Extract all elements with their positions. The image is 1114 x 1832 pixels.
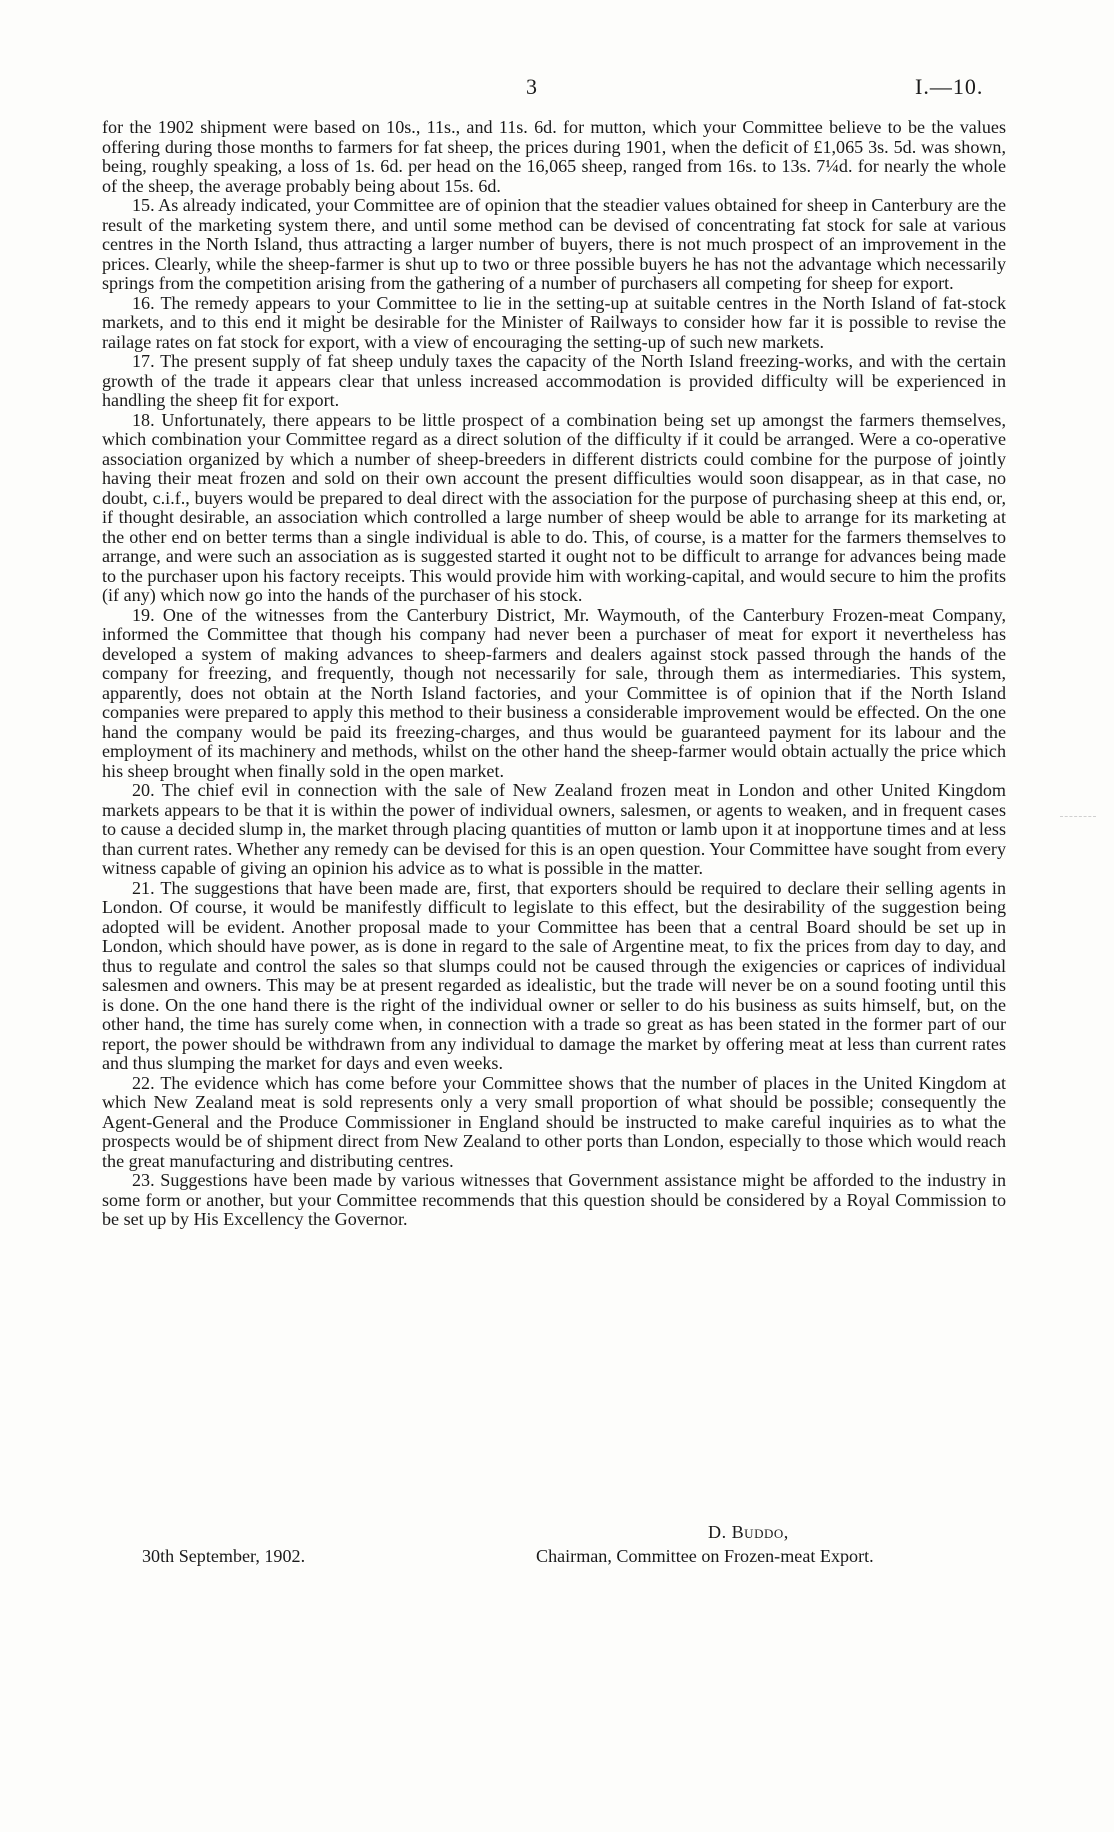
report-body bbox=[102, 118, 1006, 1230]
margin-dash-mark bbox=[1060, 816, 1096, 817]
paragraph-17: 17. The present supply of fat sheep unduly taxes the capacity of the North Island freezing-works, and with the certain growth of the trade it appears clear that unless increased accommodation is provided difficulty will be experienced in handling the sheep fit for export. bbox=[102, 351, 1006, 410]
paragraph-16: 16. The remedy appears to your Committee to lie in the setting-up at suitable centres in the North Island of fat-stock markets, and to this end it might be desirable for the Minister of Railways to consider how far it is possible to revise the railage rates on fat stock for export, with a view of encouraging the setting-up of such new markets. bbox=[102, 292, 1006, 352]
paragraph-19: 19. One of the witnesses from the Canterbury District, Mr. Waymouth, of the Canterbury Frozen-meat Company, informed the Committee that though his company had never been a purchaser of meat for export it nevertheless has developed a system of making advances to sheep-farmers and dealers against stock passed through the hands of the company for freezing, and frequently, though not necessarily for sale, through them as intermediaries. This system, apparently, does not obtain at the North Island factories, and your Committee is of opinion that if the North Island companies were prepared to apply this method to their business a considerable improvement would be effected. On the one hand the company would be paid its freezing-charges, and thus would be guaranteed payment for its labour and the employment of its machinery and methods, whilst on the other hand the sheep-farmer would obtain actually the price which his sheep brought when finally sold in the open market. bbox=[102, 604, 1006, 781]
paragraph-15: 15. As already indicated, your Committee are of opinion that the steadier values obtained for sheep in Canterbury are the result of the marketing system there, and until some method can be devised of concentrating fat stock for sale at various centres in the North Island, thus attracting a larger number of buyers, there is not much prospect of an improvement in the prices. Clearly, while the sheep-farmer is shut up to two or three possible buyers he has not the advantage which necessarily springs from the competition arising from the gathering of a number of purchasers all competing for sheep for export. bbox=[102, 195, 1006, 293]
signatory-title: Chairman, Committee on Frozen-meat Export. bbox=[536, 1546, 874, 1566]
document-reference: I.—10. bbox=[915, 74, 984, 99]
paragraph-18: 18. Unfortunately, there appears to be little prospect of a combination being set up amongst the farmers themselves, which combination your Committee regard as a direct solution of the difficulty if it could be arranged. Were a co-operative association organized by which a number of sheep-breeders in different districts could combine for the purpose of jointly having their meat frozen and sold on their own account the present difficulties would soon disappear, as in that case, no doubt, c.i.f., buyers would be prepared to deal direct with the association for the purpose of purchasing sheep at this end, or, if thought desirable, an association which controlled a large number of sheep would be able to arrange for its marketing at the other end on better terms than a single individual is able to do. This, of course, is a matter for the farmers themselves to arrange, and were such an association as is suggested started it ought not to be difficult to arrange for advances being made to the purchaser upon his factory receipts. This would provide him with working-capital, and would secure to him the profits (if any) which now go into the hands of the purchaser of his stock. bbox=[102, 409, 1006, 605]
paragraph-23: 23. Suggestions have been made by various witnesses that Government assistance might be afforded to the industry in some form or another, but your Committee recommends that this question should be considered by a Royal Commission to be set up by His Excellency the Governor. bbox=[102, 1170, 1006, 1229]
paragraph-22: 22. The evidence which has come before your Committee shows that the number of places in the United Kingdom at which New Zealand meat is sold represents only a very small proportion of what should be possible; consequently the Agent-General and the Produce Commissioner in England should be instructed to make careful inquiries as to what the prospects would be of shipment direct from New Zealand to other ports than London, especially to those which would reach the great manufacturing and distributing centres. bbox=[102, 1072, 1006, 1171]
paragraph-20: 20. The chief evil in connection with the sale of New Zealand frozen meat in London and other United Kingdom markets appears to be that it is within the power of individual owners, salesmen, or agents to weaken, and in frequent cases to cause a decided slump in, the market through placing quantities of mutton or lamb upon it at inopportune times and at less than current rates. Whether any remedy can be devised for this is an open question. Your Committee have sought from every witness capable of giving an opinion his advice as to what is possible in the matter. bbox=[102, 780, 1006, 878]
page-number: 3 bbox=[526, 74, 537, 99]
paragraph-21: 21. The suggestions that have been made are, first, that exporters should be required to declare their selling agents in London. Of course, it would be manifestly difficult to legislate to this effect, but the desirability of the suggestion being adopted will be evident. Another proposal made to your Committee has been that a central Board should be set up in London, which should have power, as is done in regard to the sale of Argentine meat, to fix the prices from day to day, and thus to regulate and control the sales so that slumps could not be caused through the exigencies or caprices of individual salesmen and owners. This may be at present regarded as idealistic, but the trade will never be on a sound footing until this is done. On the one hand there is the right of the individual owner or seller to do his business as suits himself, but, on the other hand, the time has surely come when, in connection with a trade so great as has been stated in the former part of our report, the power should be withdrawn from any individual to damage the market by offering meat at less than current rates and thus slumping the market for days and even weeks. bbox=[102, 877, 1006, 1073]
paragraph-continuation: for the 1902 shipment were based on 10s., 11s., and 11s. 6d. for mutton, which your Committee believe to be the values offering during those months to farmers for fat sheep, the prices during 1901, when the deficit of £1,065 3s. 5d. was shown, being, roughly speaking, a loss of 1s. 6d. per head on the 16,065 sheep, ranged from 16s. to 13s. 7¼d. for nearly the whole of the sheep, the average probably being about 15s. 6d. bbox=[102, 117, 1006, 196]
report-date: 30th September, 1902. bbox=[142, 1546, 306, 1566]
page-header bbox=[0, 74, 1114, 104]
signatory-name: D. Buddo, bbox=[708, 1522, 789, 1542]
signature-block bbox=[102, 1522, 1006, 1592]
